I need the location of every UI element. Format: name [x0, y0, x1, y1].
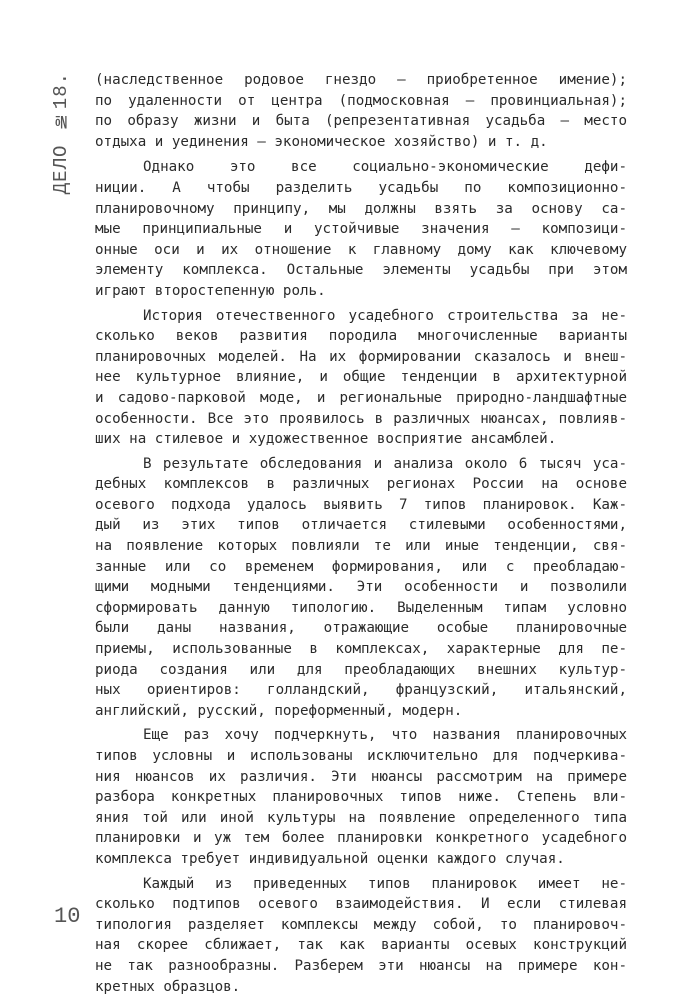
text-line: по удаленности от центра (подмосковная — провинциальная); [95, 92, 627, 109]
text-line: дебных комплексов в различных регионах России на основе [95, 476, 627, 493]
text-line: дый из этих типов отличается стилевыми особенностями, [95, 517, 627, 534]
text-line: нее культурное влияние, и общие тенденции в архитектурной [95, 369, 627, 386]
text-line: разбора конкретных планировочных типов ниже. Степень вли- [95, 789, 627, 806]
text-line: сформировать данную типологию. Выделенным типам условно [95, 599, 627, 616]
text-line: планировочному принципу, мы должны взять за основу са- [95, 200, 627, 217]
text-line: были даны названия, отражающие особые планировочные [95, 620, 627, 637]
text-line: ниции. А чтобы разделить усадьбы по композиционно- [95, 179, 627, 196]
text-line: яния той или иной культуры на появление определенного типа [95, 809, 627, 826]
text-line: по образу жизни и быта (репрезентативная усадьба — место [95, 113, 627, 130]
text-line: История отечественного усадебного строительства за не- [143, 307, 627, 324]
text-line: комплекса требует индивидуальной оценки каждого случая. [95, 850, 565, 867]
text-line: мые принципиальные и устойчивые значения — композици- [95, 221, 627, 238]
text-line: В результате обследования и анализа около 6 тысяч уса- [143, 455, 627, 472]
text-line: занные или со временем формирования, или с преобладаю- [95, 558, 627, 575]
text-line: планировки и уж тем более планировки конкретного усадебного [95, 830, 627, 847]
text-line: Каждый из приведенных типов планировок имеет не- [143, 875, 627, 892]
text-line: онные оси и их отношение к главному дому как ключевому [95, 241, 627, 258]
text-line: Еще раз хочу подчеркнуть, что названия планировочных [143, 727, 627, 744]
paragraph [95, 70, 627, 152]
page-number: 10 [54, 904, 81, 929]
text-line: сколько веков развития породила многочисленные варианты [95, 328, 627, 345]
text-line: ная скорее сближает, так как варианты осевых конструкций [95, 937, 627, 954]
text-line: (наследственное родовое гнездо — приобретенное имение); [95, 72, 627, 88]
text-line: ных ориентиров: голландский, французский, итальянский, [95, 682, 627, 699]
text-line: ших на стилевое и художественное восприятие ансамблей. [95, 431, 557, 448]
text-line: сколько подтипов осевого взаимодействия. И если стилевая [95, 896, 627, 913]
text-line: риода создания или для преобладающих внешних культур- [95, 661, 627, 678]
text-line: типология разделяет комплексы между собой, то планировоч- [95, 916, 627, 933]
text-line: ния нюансов их различия. Эти нюансы рассмотрим на примере [95, 768, 627, 785]
text-line: типов условны и использованы исключительно для подчеркива- [95, 748, 627, 764]
text-line: особенности. Все это проявилось в различных нюансах, повлияв- [95, 410, 627, 427]
text-line: планировочных моделей. На их формировании сказалось и внеш- [95, 348, 627, 365]
running-head-label: ДЕЛО №18. [50, 72, 72, 195]
text-line: не так разнообразны. Разберем эти нюансы на примере кон- [95, 957, 627, 974]
text-line: и садово-парковой моде, и региональные природно-ландшафтные [95, 389, 627, 406]
text-line: отдыха и уединения — экономическое хозяйство) и т. д. [95, 133, 548, 150]
paragraph [95, 306, 627, 450]
text-line: осевого подхода удалось выявить 7 типов планировок. Каж- [95, 496, 627, 513]
text-line: элементу комплекса. Остальные элементы усадьбы при этом [95, 262, 627, 279]
text-line: щими модными тенденциями. Эти особенности и позволили [95, 579, 627, 596]
text-line: приемы, использованные в комплексах, характерные для пе- [95, 641, 627, 658]
body-text [95, 70, 627, 1001]
text-line: играют второстепенную роль. [95, 282, 326, 299]
paragraph [95, 874, 627, 998]
text-line: Однако это все социально-экономические дефи- [143, 159, 627, 176]
paragraph [95, 454, 627, 722]
paragraph [95, 725, 627, 869]
text-line: на появление которых повлияли те или иные тенденции, свя- [95, 538, 627, 555]
paragraph [95, 157, 627, 301]
text-line: кретных образцов. [95, 978, 241, 995]
text-line: английский, русский, пореформенный, модерн. [95, 702, 463, 719]
